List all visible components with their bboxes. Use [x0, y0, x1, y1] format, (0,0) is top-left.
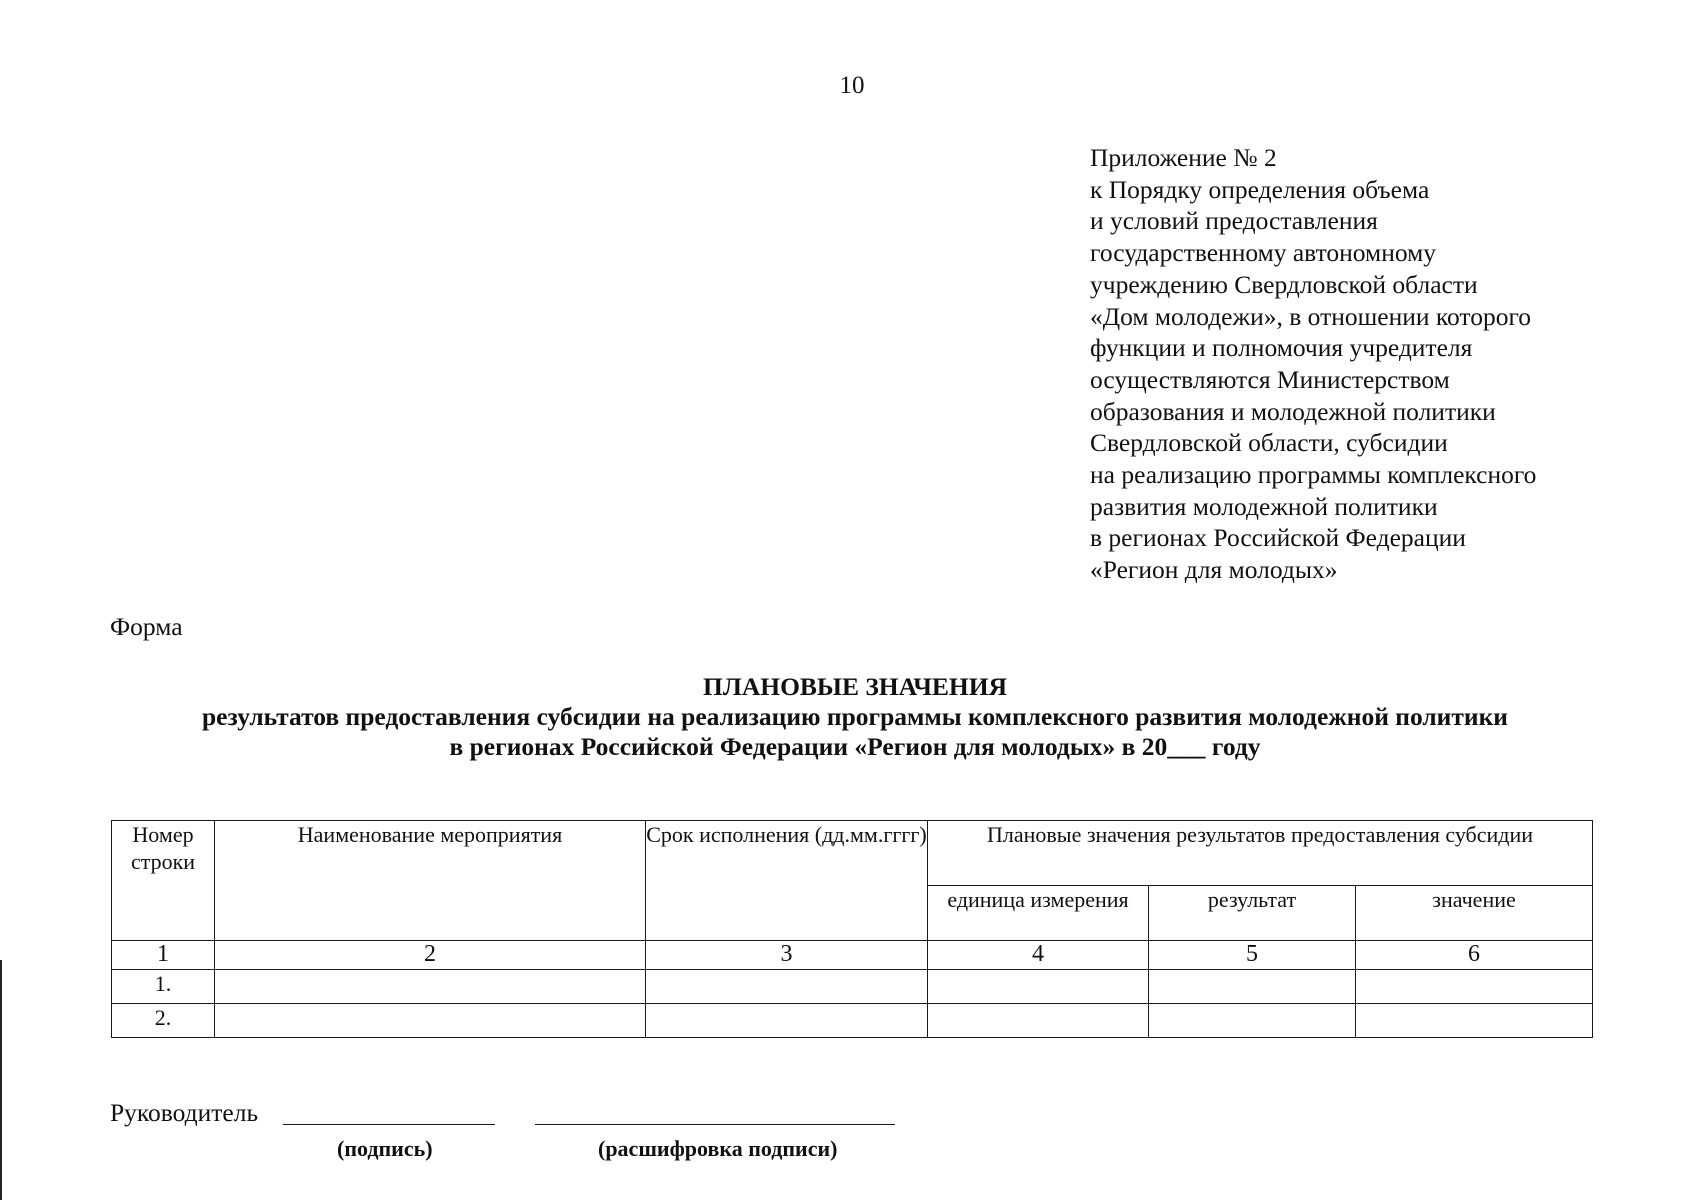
- signature-line[interactable]: [283, 1124, 495, 1125]
- header-value: значение: [1356, 886, 1593, 941]
- row-number-cell: 1.: [112, 970, 215, 1004]
- scan-edge-mark: [0, 960, 2, 1200]
- appendix-line: функции и полномочия учредителя: [1090, 333, 1473, 363]
- column-number: 3: [646, 941, 928, 970]
- deadline-cell[interactable]: [646, 1004, 928, 1038]
- document-title: [90, 672, 1620, 762]
- unit-cell[interactable]: [928, 1004, 1149, 1038]
- form-label: Форма: [110, 612, 183, 641]
- header-planned-values: Плановые значения результатов предоставления субсидии: [928, 821, 1593, 886]
- title-line-2: результатов предоставления субсидии на реализацию программы комплексного развития молодежной политики: [202, 702, 1508, 731]
- page-number: 10: [839, 72, 865, 99]
- appendix-line: в регионах Российской Федерации: [1090, 523, 1466, 553]
- unit-cell[interactable]: [928, 970, 1149, 1004]
- header-row-number: Номер строки: [112, 821, 215, 941]
- appendix-line: государственному автономному: [1090, 238, 1436, 268]
- signature-label: Руководитель: [110, 1098, 259, 1127]
- header-event-name: Наименование мероприятия: [215, 821, 646, 941]
- column-number: 1: [112, 941, 215, 970]
- table-row: [112, 970, 1593, 1004]
- header-unit: единица измерения: [928, 886, 1149, 941]
- appendix-line: развития молодежной политики: [1090, 491, 1438, 521]
- column-number: 2: [215, 941, 646, 970]
- appendix-line: учреждению Свердловской области: [1090, 269, 1478, 299]
- column-number-row: [112, 941, 1593, 970]
- header-result: результат: [1149, 886, 1356, 941]
- result-cell[interactable]: [1149, 1004, 1356, 1038]
- signature-decoding-caption: (расшифровка подписи): [598, 1136, 838, 1161]
- event-name-cell[interactable]: [215, 1004, 646, 1038]
- column-number: 4: [928, 941, 1149, 970]
- table-row: [112, 1004, 1593, 1038]
- header-deadline: Срок исполнения (дд.мм.гггг): [646, 821, 928, 941]
- appendix-line: на реализацию программы комплексного: [1090, 460, 1537, 490]
- appendix-block: [1090, 142, 1650, 586]
- column-number: 6: [1356, 941, 1593, 970]
- deadline-cell[interactable]: [646, 970, 928, 1004]
- appendix-line: «Дом молодежи», в отношении которого: [1090, 301, 1532, 331]
- planned-values-table: [111, 820, 1593, 1038]
- column-number: 5: [1149, 941, 1356, 970]
- signature-decoding-line[interactable]: [535, 1124, 895, 1125]
- appendix-line: к Порядку определения объема: [1090, 174, 1430, 204]
- appendix-line: Приложение № 2: [1090, 143, 1277, 172]
- title-line-3: в регионах Российской Федерации «Регион для молодых» в 20___ году: [449, 732, 1261, 761]
- appendix-line: и условий предоставления: [1090, 206, 1378, 236]
- value-cell[interactable]: [1356, 970, 1593, 1004]
- row-number-cell: 2.: [112, 1004, 215, 1038]
- appendix-line: Свердловской области, субсидии: [1090, 428, 1448, 458]
- event-name-cell[interactable]: [215, 970, 646, 1004]
- appendix-line: образования и молодежной политики: [1090, 396, 1496, 426]
- appendix-line: осуществляются Министерством: [1090, 364, 1450, 394]
- signature-caption: (подпись): [337, 1136, 433, 1161]
- value-cell[interactable]: [1356, 1004, 1593, 1038]
- result-cell[interactable]: [1149, 970, 1356, 1004]
- title-line-1: ПЛАНОВЫЕ ЗНАЧЕНИЯ: [703, 672, 1007, 701]
- appendix-line: «Регион для молодых»: [1090, 555, 1338, 585]
